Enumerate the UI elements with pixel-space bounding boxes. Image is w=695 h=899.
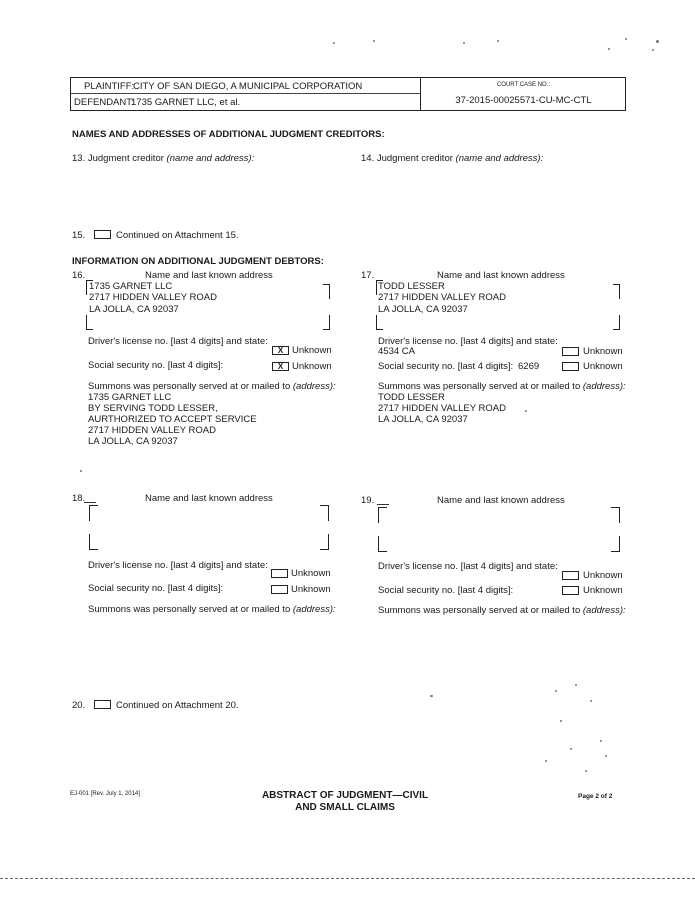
debtor-16-ssn-unknown-checkbox[interactable]: X <box>272 362 289 371</box>
scan-speck <box>463 42 465 44</box>
debtor-17-summons-italic: (address): <box>582 381 626 392</box>
debtor-16-dl-unknown-checkbox[interactable]: X <box>272 346 289 355</box>
debtor-19-number-line <box>377 504 389 505</box>
debtor-18-bracket-br <box>320 534 329 550</box>
item-14-label: Judgment creditor <box>376 153 453 164</box>
debtor-17-served-line-3: LA JOLLA, CA 92037 <box>378 414 468 425</box>
debtor-16-ssn-label: Social security no. [last 4 digits]: <box>88 360 224 371</box>
item-13-number: 13. <box>72 153 86 164</box>
debtor-17-name-line-3: LA JOLLA, CA 92037 <box>378 304 468 315</box>
item-20-checkbox[interactable] <box>94 700 111 709</box>
debtor-18-ssn-label: Social security no. [last 4 digits]: <box>88 583 224 594</box>
case-number: 37-2015-00025571-CU-MC-CTL <box>455 95 592 106</box>
item-15-number: 15. <box>72 230 86 241</box>
debtor-17-name-line-1: TODD LESSER <box>378 281 445 292</box>
debtor-17-ssn-label: Social security no. [last 4 digits]: <box>378 361 514 372</box>
scan-speck <box>590 700 592 702</box>
debtor-18-summons <box>88 604 336 615</box>
creditors-heading: NAMES AND ADDRESSES OF ADDITIONAL JUDGMENT CREDITORS: <box>72 129 385 140</box>
item-13 <box>72 153 254 164</box>
scan-speck <box>373 40 375 42</box>
debtor-19-summons-label: Summons was personally served at or mailed to <box>378 605 581 616</box>
debtor-19-summons <box>378 605 626 616</box>
case-number-label: COURT CASE NO.: <box>496 82 551 88</box>
debtor-18-ssn-unknown-checkbox[interactable] <box>271 585 288 594</box>
item-15-label: Continued on Attachment 15. <box>116 230 239 241</box>
footer-title-line-1: ABSTRACT OF JUDGMENT—CIVIL <box>261 790 429 801</box>
item-14-number: 14. <box>361 153 375 164</box>
debtor-19-dl-unknown-checkbox[interactable] <box>562 571 579 580</box>
debtor-16-summons-label: Summons was personally served at or mailed to <box>88 381 291 392</box>
item-13-label: Judgment creditor <box>87 153 164 164</box>
debtor-18-bracket-tr <box>320 505 329 521</box>
scan-speck <box>497 40 499 42</box>
defendant-label: DEFENDANT: <box>74 97 134 108</box>
debtor-19-ssn-unknown-checkbox[interactable] <box>562 586 579 595</box>
scan-speck <box>575 684 577 686</box>
scan-speck <box>652 49 654 51</box>
debtor-17-ssn-unknown-checkbox[interactable] <box>562 362 579 371</box>
debtor-16-name-label: Name and last known address <box>145 270 273 281</box>
debtor-19-dl-label: Driver's license no. [last 4 digits] and state: <box>378 561 558 572</box>
scan-speck <box>525 410 527 412</box>
scan-speck <box>430 695 433 697</box>
debtor-17-summons <box>378 381 626 392</box>
scan-speck <box>560 720 562 722</box>
debtor-18-number: 18. <box>72 493 86 504</box>
debtor-16-summons <box>88 381 336 392</box>
debtor-17-dl-label: Driver's license no. [last 4 digits] and state: <box>378 336 558 347</box>
scan-speck <box>608 48 610 50</box>
debtor-17-name-label: Name and last known address <box>437 270 565 281</box>
scan-speck <box>600 740 602 742</box>
debtor-16-served-line-5: LA JOLLA, CA 92037 <box>88 436 178 447</box>
debtor-18-dl-unknown-label: Unknown <box>291 568 331 579</box>
debtor-17-bracket-tr <box>613 284 620 299</box>
debtor-16-number: 16. <box>72 270 86 281</box>
scan-speck <box>570 748 572 750</box>
debtor-16-name-line-3: LA JOLLA, CA 92037 <box>89 304 179 315</box>
debtor-16-name-line-2: 2717 HIDDEN VALLEY ROAD <box>89 292 217 303</box>
page-number: Page 2 of 2 <box>578 793 613 800</box>
item-13-italic: (name and address): <box>166 153 255 164</box>
debtors-heading: INFORMATION ON ADDITIONAL JUDGMENT DEBTORS: <box>72 256 324 267</box>
debtor-19-bracket-br <box>611 536 620 552</box>
debtor-17-dl-value: 4534 CA <box>378 346 415 357</box>
debtor-16-served-line-4: 2717 HIDDEN VALLEY ROAD <box>88 425 216 436</box>
form-id: EJ-001 [Rev. July 1, 2014] <box>70 791 140 797</box>
debtor-16-ssn-unknown-label: Unknown <box>292 361 332 372</box>
debtor-19-dl-unknown-label: Unknown <box>583 570 623 581</box>
debtor-19-name-label: Name and last known address <box>437 495 565 506</box>
debtor-16-dl-unknown-label: Unknown <box>292 345 332 356</box>
plaintiff-value: CITY OF SAN DIEGO, A MUNICIPAL CORPORATION <box>133 81 363 92</box>
debtor-18-name-label: Name and last known address <box>145 493 273 504</box>
debtor-19-bracket-tl <box>378 507 387 523</box>
item-14-italic: (name and address): <box>455 153 544 164</box>
defendant-value: 1735 GARNET LLC, et al. <box>131 97 241 108</box>
debtor-18-summons-italic: (address): <box>292 604 336 615</box>
debtor-16-served-line-1: 1735 GARNET LLC <box>88 392 172 403</box>
debtor-18-ssn-unknown-label: Unknown <box>291 584 331 595</box>
caption-midline <box>70 93 420 94</box>
debtor-16-dl-label: Driver's license no. [last 4 digits] and state: <box>88 336 268 347</box>
footer-title-line-2: AND SMALL CLAIMS <box>295 802 395 813</box>
debtor-17-summons-label: Summons was personally served at or mailed to <box>378 381 581 392</box>
debtor-17-dl-unknown-checkbox[interactable] <box>562 347 579 356</box>
debtor-16-bracket-br <box>323 315 330 330</box>
debtor-19-ssn-unknown-label: Unknown <box>583 585 623 596</box>
debtor-17-number: 17. <box>361 270 375 281</box>
debtor-19-bracket-tr <box>611 507 620 523</box>
debtor-17-bracket-bl <box>376 315 383 330</box>
scan-speck <box>656 40 659 43</box>
scan-speck <box>605 755 607 757</box>
debtor-16-summons-italic: (address): <box>292 381 336 392</box>
scan-speck <box>555 690 557 692</box>
debtor-17-served-line-1: TODD LESSER <box>378 392 445 403</box>
debtor-18-dl-unknown-checkbox[interactable] <box>271 569 288 578</box>
scan-speck <box>625 38 627 40</box>
debtor-16-bracket-bl <box>86 315 93 330</box>
debtor-17-bracket-br <box>613 315 620 330</box>
debtor-16-served-line-2: BY SERVING TODD LESSER, <box>88 403 218 414</box>
item-20-number: 20. <box>72 700 86 711</box>
debtor-19-ssn-label: Social security no. [last 4 digits]: <box>378 585 514 596</box>
debtor-16-served-line-3: AURTHORIZED TO ACCEPT SERVICE <box>88 414 257 425</box>
debtor-18-dl-label: Driver's license no. [last 4 digits] and state: <box>88 560 268 571</box>
debtor-18-number-line <box>84 502 96 503</box>
scan-speck <box>585 770 587 772</box>
debtor-16-name-line-1: 1735 GARNET LLC <box>89 281 173 292</box>
debtor-18-bracket-bl <box>89 534 98 550</box>
scan-artifact-dashes <box>0 878 695 879</box>
scan-speck <box>545 760 547 762</box>
debtor-16-bracket-tr <box>323 284 330 299</box>
item-20-label: Continued on Attachment 20. <box>116 700 239 711</box>
debtor-17-dl-unknown-label: Unknown <box>583 346 623 357</box>
debtor-19-bracket-bl <box>378 536 387 552</box>
debtor-17-served-line-2: 2717 HIDDEN VALLEY ROAD <box>378 403 506 414</box>
debtor-19-summons-italic: (address): <box>582 605 626 616</box>
item-14 <box>361 153 543 164</box>
plaintiff-label: PLAINTIFF: <box>84 81 135 92</box>
scan-speck <box>80 470 82 472</box>
debtor-17-name-line-2: 2717 HIDDEN VALLEY ROAD <box>378 292 506 303</box>
item-15-checkbox[interactable] <box>94 230 111 239</box>
debtor-17-ssn-value: 6269 <box>518 361 540 372</box>
scan-speck <box>333 42 335 44</box>
debtor-19-number: 19. <box>361 495 375 506</box>
debtor-18-bracket-tl <box>89 505 98 521</box>
debtor-17-ssn-unknown-label: Unknown <box>583 361 623 372</box>
debtor-18-summons-label: Summons was personally served at or mailed to <box>88 604 291 615</box>
